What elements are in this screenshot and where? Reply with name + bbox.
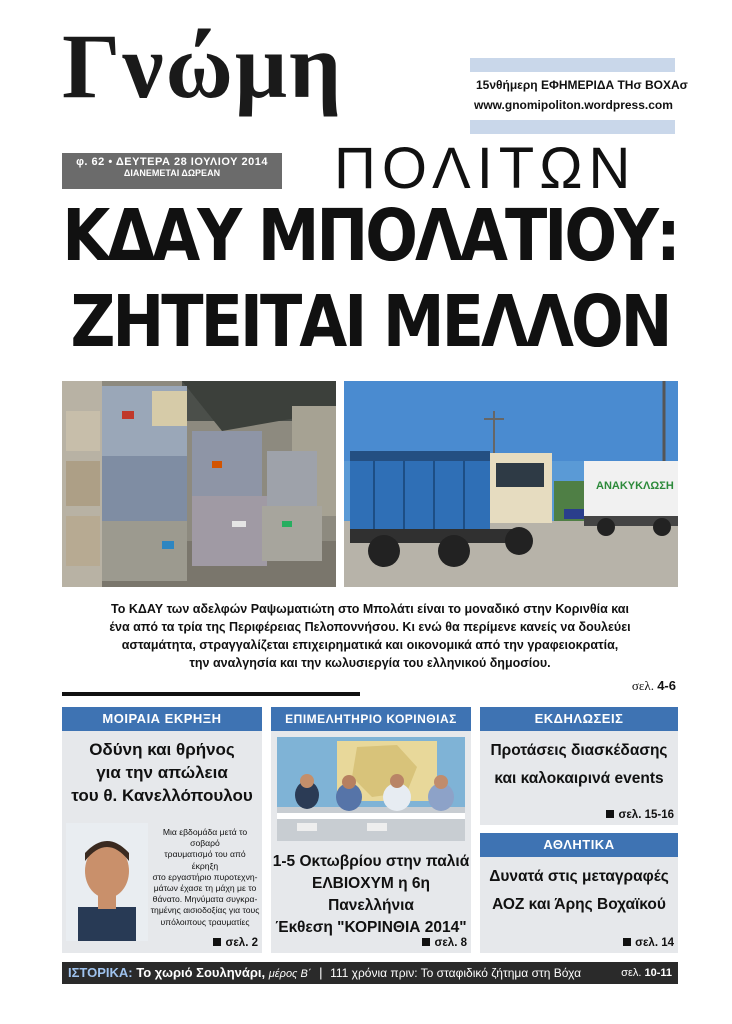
page-ref-text: σελ. 8: [434, 937, 467, 949]
history-label: ΙΣΤΟΡΙΚΑ:: [68, 965, 133, 980]
history-page-ref[interactable]: [621, 962, 672, 984]
square-bullet-icon: [623, 938, 631, 946]
page-ref-text: σελ. 15-16: [618, 809, 674, 821]
story-title-line: ΑΟΖ και Άρης Βοχαϊκού: [492, 896, 666, 913]
square-bullet-icon: [606, 810, 614, 818]
story-title-line: Δυνατά στις μεταγραφές: [489, 868, 669, 885]
portrait-photo: [66, 823, 148, 941]
summary-line: θάνατο. Μηνύματα συγκρα-: [152, 894, 258, 905]
section-header: ΕΠΙΜΕΛΗΤΗΡΙΟ ΚΟΡΙΝΘΙΑΣ: [271, 707, 471, 731]
tagline-bar-bottom: [470, 120, 675, 134]
section-header: ΕΚΔΗΛΩΣΕΙΣ: [480, 707, 678, 731]
summary-line: τραυματισμό του από έκρηξη: [164, 849, 246, 871]
website-link[interactable]: www.gnomipoliton.wordpress.com: [474, 98, 673, 112]
summary-line: στο εργαστήριο πυροτεχνη-: [152, 871, 258, 882]
photo-recycling-bales: [62, 381, 336, 587]
story-title-line: για την απώλεια: [96, 763, 228, 782]
history-page-prefix: σελ.: [621, 967, 642, 979]
page-ref[interactable]: [606, 809, 674, 821]
story-summary: [150, 827, 260, 928]
history-part: μέρος Β΄: [268, 968, 312, 980]
lead-line-1: Το ΚΔΑΥ των αδελφών Ραψωματιώτη στο Μπολάτι είναι το μοναδικό στην Κορινθία και: [111, 602, 629, 616]
lead-line-3: ασταμάτητα, στραγγαλίζεται επιχειρηματικά και οικονομικά από την γραφειοκρατία,: [121, 638, 619, 652]
square-bullet-icon: [422, 938, 430, 946]
lead-page-prefix: σελ.: [631, 678, 654, 693]
masthead-tagline-box: [470, 58, 688, 134]
issue-date: φ. 62 • ΔΕΥΤΕΡΑ 28 ΙΟΥΛΙΟΥ 2014: [76, 156, 268, 168]
section-header: ΑΘΛΗΤΙΚΑ: [480, 833, 678, 857]
recycling-sign: ΑΝΑΚΥΚΛΩΣΗ: [596, 480, 674, 492]
story-title-line: 1-5 Οκτωβρίου στην παλιά: [272, 853, 470, 870]
photo-trucks: [344, 381, 678, 587]
story-title-line: Προτάσεις διασκέδασης: [490, 742, 668, 759]
press-conference-photo: [277, 737, 465, 841]
story-box-sports[interactable]: [480, 833, 678, 953]
story-title-line: και καλοκαιρινά events: [494, 770, 664, 787]
summary-line: Μια εβδομάδα μετά το σοβαρό: [162, 827, 248, 849]
history-page-num: 10-11: [644, 967, 672, 979]
masthead-subtitle: ΠΟΛΙΤΩΝ: [334, 136, 637, 201]
story-title-line: Οδύνη και θρήνος: [89, 740, 235, 759]
history-banner[interactable]: [62, 962, 678, 984]
summary-line: μάτων έχασε τη μάχη με το: [153, 883, 257, 894]
story-box-chamber[interactable]: [271, 707, 471, 953]
page-ref-text: σελ. 2: [225, 937, 258, 949]
separator: |: [319, 965, 323, 980]
lead-paragraph: [62, 600, 678, 672]
headline-line-2: ΖΗΤΕΙΤΑΙ ΜΕΛΛΟΝ: [70, 279, 670, 364]
story-title: [480, 857, 678, 919]
masthead-logo: Γνώμη: [62, 15, 344, 117]
story-box-events[interactable]: [480, 707, 678, 825]
tagline: 15νθήμερη ΕΦΗΜΕΡΙΔΑ ΤΗσ ΒΟΧΑσ: [476, 78, 688, 92]
headline-line-1: ΚΔΑΥ ΜΠΟΛΑΤΙΟΥ:: [62, 193, 678, 278]
history-title: Το χωριό Σουληνάρι,: [136, 965, 266, 980]
page-ref[interactable]: [213, 937, 258, 949]
tagline-bar-top: [470, 58, 675, 72]
lead-page-ref[interactable]: [632, 678, 676, 694]
lead-page-num: 4-6: [657, 678, 676, 693]
story-title-line: ΕΛΒΙΟΧΥΜ η 6η Πανελλήνια: [312, 875, 430, 914]
story-title-line: του θ. Κανελλόπουλου: [71, 786, 253, 805]
section-header: ΜΟΙΡΑΙΑ ΕΚΡΗΞΗ: [62, 707, 262, 731]
page-ref[interactable]: [422, 937, 467, 949]
page-ref-text: σελ. 14: [635, 937, 674, 949]
story-title: [480, 731, 678, 793]
history-text: 111 χρόνια πριν: Το σταφιδικό ζήτημα στη Βόχα: [330, 966, 582, 980]
story-title-line: Έκθεση "ΚΟΡΙΝΘΙΑ 2014": [275, 919, 467, 936]
lead-line-4: την αναλγησία και την κωλυσιεργία του ελληνικού δημοσίου.: [189, 656, 551, 670]
issue-box: [62, 153, 282, 189]
page-ref[interactable]: [623, 937, 674, 949]
story-title: [62, 731, 262, 807]
lead-line-2: ένα από τα τρία της Περιφέρειας Πελοποννήσου. Κι ενώ θα περίμενε κανείς να δουλεύει: [109, 620, 631, 634]
square-bullet-icon: [213, 938, 221, 946]
summary-line: υπόλοιπους τραυματίες: [160, 916, 250, 927]
distribution-note: ΔΙΑΝΕΜΕΤΑΙ ΔΩΡΕΑΝ: [123, 168, 221, 178]
summary-line: τημένης αισιοδοξίας για τους: [150, 905, 260, 916]
lead-divider: [62, 692, 360, 696]
story-title: [271, 851, 471, 939]
story-box-fatal-explosion[interactable]: [62, 707, 262, 953]
